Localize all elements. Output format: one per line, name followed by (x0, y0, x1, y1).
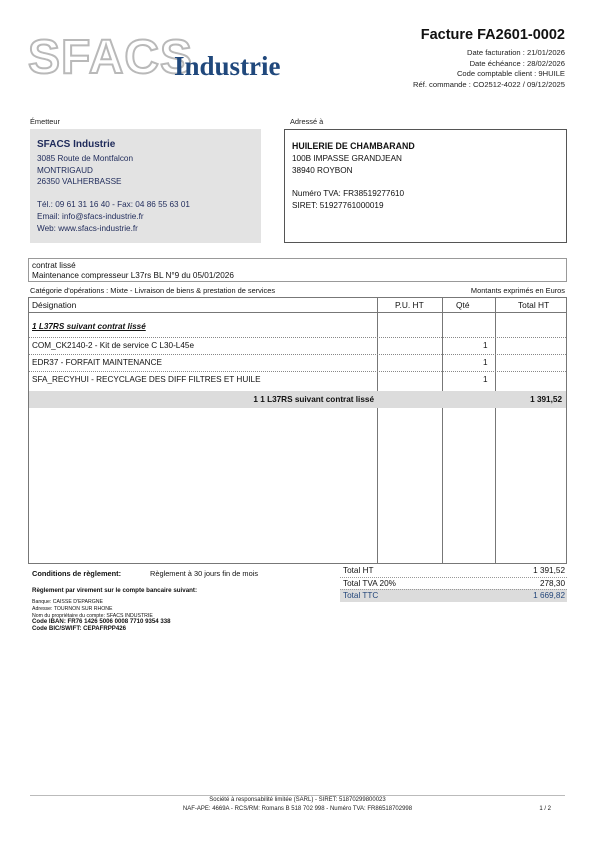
bank-transfer-title: Règlement par virement sur le compte bancaire suivant: (32, 587, 198, 594)
footer-divider (30, 795, 565, 796)
sender-spacer (37, 188, 190, 200)
company-logo (28, 31, 288, 84)
invoice-due-date: Date échéance : 28/02/2026 (469, 58, 565, 68)
recipient-vat-number: Numéro TVA: FR38519277610 (292, 189, 405, 199)
bank-details (32, 599, 171, 633)
logo-mark: SFACS (28, 31, 194, 84)
row-separator (29, 354, 566, 355)
sender-line: MONTRIGAUD (37, 165, 93, 175)
table-row-designation: EDR37 - FORFAIT MAINTENANCE (32, 358, 162, 367)
total-ttc-value: 1 669,82 (533, 591, 565, 600)
subtotal-value: 1 391,52 (530, 395, 562, 404)
invoice-date: Date facturation : 21/01/2026 (467, 48, 565, 57)
bank-address: Adresse: TOURNON SUR RHONE (32, 605, 113, 612)
sender-box (30, 129, 261, 243)
total-tva-label: Total TVA 20% (343, 578, 396, 588)
bank-bic: Code BIC/SWIFT: CEPAFRPP426 (32, 625, 127, 633)
sender-website[interactable]: Web: www.sfacs-industrie.fr (37, 223, 138, 233)
total-ht-value: 1 391,52 (533, 566, 565, 575)
sender-line: 3085 Route de Montfalcon (37, 154, 134, 163)
row-separator (29, 337, 566, 338)
header-quantity: Qté (456, 300, 470, 310)
row-separator (29, 371, 566, 372)
header-unit-price: P.U. HT (395, 300, 424, 310)
recipient-line: 100B IMPASSE GRANDJEAN (292, 154, 402, 163)
items-table (28, 297, 567, 564)
footer-registration: NAF-APE: 4669A - RCS/RM: Romans B 518 702 998 - Numéro TVA: FR86518702998 (182, 806, 413, 812)
contract-type: contrat lissé (32, 261, 76, 270)
recipient-line: 38940 ROYBON (292, 165, 353, 175)
contract-box (28, 258, 567, 282)
header-designation: Désignation (32, 300, 77, 310)
payment-conditions-label: Conditions de règlement: (32, 569, 122, 578)
sender-name: SFACS Industrie (37, 139, 116, 150)
invoice-meta (413, 48, 565, 90)
currency-note: Montants exprimés en Euros (470, 286, 565, 295)
recipient-siret: SIRET: 51927761000019 (292, 201, 384, 211)
table-row-designation: COM_CK2140-2 - Kit de service C L30-L45e (32, 341, 195, 350)
operation-category: Catégorie d'opérations : Mixte - Livraison de biens & prestation de services (30, 286, 276, 295)
footer-company-legal: Société à responsabilité limitée (SARL) - SIRET: 51870299800023 (209, 797, 386, 803)
total-tva-row (340, 577, 567, 590)
recipient-name: HUILERIE DE CHAMBARAND (292, 141, 415, 151)
total-ttc-row (340, 589, 567, 602)
sender-email[interactable]: Email: info@sfacs-industrie.fr (37, 211, 144, 221)
table-header (29, 298, 566, 313)
table-row-quantity: 1 (483, 341, 488, 350)
total-ht-label: Total HT (343, 566, 374, 575)
total-ttc-label: Total TTC (343, 591, 379, 600)
recipient-label: Adressé à (290, 117, 324, 126)
bank-account-owner: Nom du propriétaire du compte: SFACS INDUSTRIE (32, 612, 153, 619)
table-row-quantity: 1 (483, 375, 488, 384)
bank-name: Banque: CAISSE D'EPARGNE (32, 599, 103, 605)
bank-iban: Code IBAN: FR76 1426 5006 0008 7710 9354 338 (32, 618, 171, 626)
sender-phone: Tél.: 09 61 31 16 40 - Fax: 04 86 55 63 01 (37, 200, 190, 210)
recipient-spacer (292, 177, 404, 189)
section-title: 1 L37RS suivant contrat lissé (32, 322, 146, 331)
logo-subtitle: Industrie (174, 51, 281, 81)
totals-block (340, 565, 567, 602)
contract-description: Maintenance compresseur L37rs BL N°9 du 05/01/2026 (32, 271, 234, 280)
order-reference: Réf. commande : CO2512-4022 / 09/12/2025 (413, 79, 565, 89)
total-ht-row (340, 565, 567, 577)
subtotal-row (29, 391, 566, 408)
recipient-box (284, 129, 567, 243)
client-account-code: Code comptable client : 9HUILE (456, 69, 565, 79)
invoice-title: Facture FA2601-0002 (420, 27, 565, 43)
table-row-designation: SFA_RECYHUI - RECYCLAGE DES DIFF FILTRES ET HUILE (32, 375, 261, 384)
header-total: Total HT (518, 300, 550, 310)
sender-label: Émetteur (30, 117, 60, 126)
sender-address (37, 153, 190, 234)
page-number: 1 / 2 (539, 806, 551, 812)
payment-conditions-value: Règlement à 30 jours fin de mois (150, 569, 259, 578)
subtotal-label: 1 1 L37RS suivant contrat lissé (253, 395, 374, 404)
sender-line: 26350 VALHERBASSE (37, 177, 122, 187)
recipient-address (292, 153, 404, 212)
table-row-quantity: 1 (483, 358, 488, 367)
total-tva-value: 278,30 (539, 578, 565, 588)
